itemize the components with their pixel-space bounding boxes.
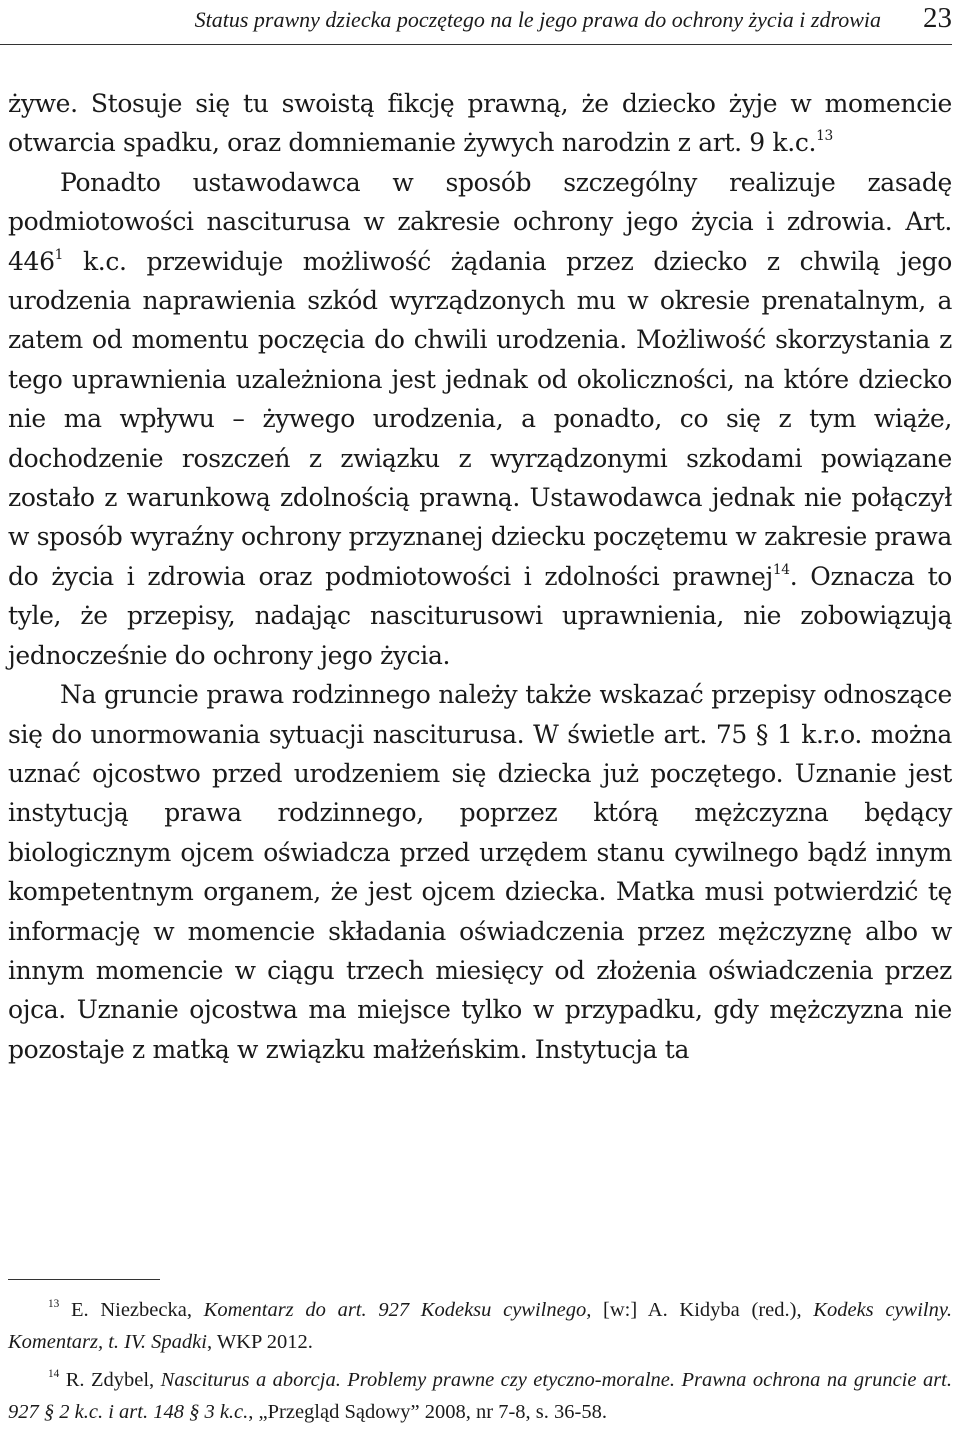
footnote-marker: 13	[48, 1297, 60, 1310]
italic-text: Kodeks cywilny. Komentarz, t. IV. Spadki	[8, 1299, 952, 1353]
body-text	[8, 84, 952, 1069]
footnote-marker: 1	[54, 246, 64, 263]
running-head-title: Status prawny dziecka poczętego na le jego prawa do ochrony życia i zdrowia	[194, 7, 881, 32]
footnote	[8, 1294, 952, 1358]
text-run: E. Niezbecka,	[59, 1299, 204, 1321]
footnote-marker: 14	[772, 561, 790, 578]
paragraph	[8, 163, 952, 675]
text-run: [w:] A. Kidyba (red.),	[591, 1299, 814, 1321]
footnote-separator	[8, 1279, 160, 1280]
text-run: k.c. przewiduje możliwość żądania przez dziecko z chwilą jego urodzenia naprawienia szkód wyrządzonych mu w okresie prenatalnym, a zatem od momentu poczęcia do chwili urodzenia. Możliwość skorzystania z tego uprawnienia uzależniona jest jednak od okoliczności, na które dziecko nie ma wpływu – żywego urodzenia, a ponadto, co się z tym wiąże, dochodzenie roszczeń z związku z wyrządzonymi szkodami powiązane zostało z warunkową zdolnością prawną. Ustawodawca jednak nie połączył w sposób wyraźny ochrony przyznanej dziecku poczętemu w zakresie prawa do życia i zdrowia oraz podmiotowości i zdolności prawnej	[8, 246, 952, 591]
italic-text: Nasciturus a aborcja. Problemy prawne czy etyczno-moralne. Prawna ochrona na gruncie art. 927 § 2 k.c. i art. 148 § 3 k.c.	[8, 1369, 952, 1423]
footnote-marker: 14	[48, 1367, 60, 1380]
text-run: żywe. Stosuje się tu swoistą fikcję prawną, że dziecko żyje w momencie otwarcia spadku, oraz domniemanie żywych narodzin z art. 9 k.c.	[8, 89, 952, 158]
text-run: Na gruncie prawa rodzinnego należy także wskazać przepisy odnoszące się do unormowania sytuacji nasciturusa. W świetle art. 75 § 1 k.r.o. można uznać ojcostwo przed urodzeniem się dziecka już poczętego. Uznanie jest instytucją prawa rodzinnego, poprzez którą mężczyzna będący biologicznym ojcem oświadcza przed urzędem stanu cywilnego bądź innym kompetentnym organem, że jest ojcem dziecka. Matka musi potwierdzić tę informację w momencie składania oświadczenia przez mężczyznę albo w innym momencie w ciągu trzech miesięcy od złożenia oświadczenia przez ojca. Uznanie ojcostwa ma miejsce tylko w przypadku, gdy mężczyzna nie pozostaje z matką w związku małżeńskim. Instytucja ta	[8, 680, 952, 1064]
footnote	[8, 1364, 952, 1428]
footnotes	[8, 1294, 952, 1428]
footnote-marker: 13	[816, 128, 833, 145]
text-run: . Oznacza to tyle, że przepisy, nadając nasciturusowi uprawnienia, nie zobowiązują jednocześnie do ochrony jego życia.	[8, 561, 952, 670]
paragraph	[8, 84, 952, 163]
text-run: , „Przegląd Sądowy” 2008, nr 7-8, s. 36-58.	[248, 1401, 607, 1423]
page-number: 23	[923, 2, 952, 34]
text-run: Ponadto ustawodawca w sposób szczególny realizuje zasadę podmiotowości nasciturusa w zakresie ochrony jego życia i zdrowia. Art. 446	[8, 167, 952, 276]
text-run: , WKP 2012.	[206, 1331, 313, 1353]
paragraph	[8, 675, 952, 1069]
italic-text: Komentarz do art. 927 Kodeksu cywilnego,	[203, 1299, 592, 1321]
running-head	[0, 2, 952, 45]
text-run: R. Zdybel,	[59, 1369, 161, 1391]
